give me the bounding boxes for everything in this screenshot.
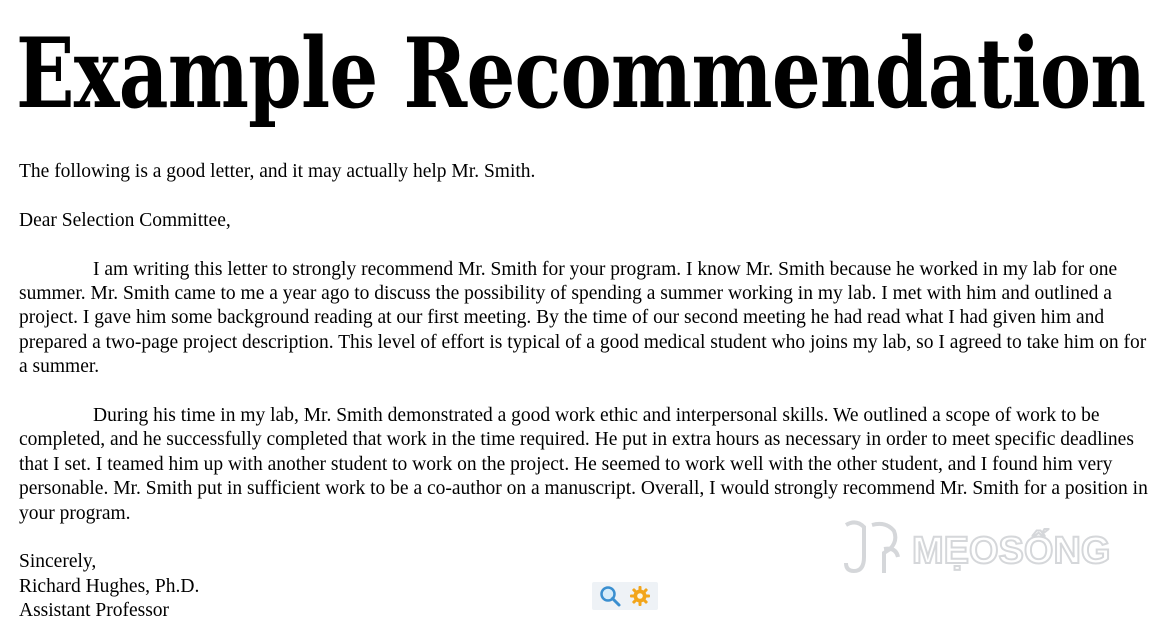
valediction: Sincerely, <box>19 551 97 573</box>
signer-position: Assistant Professor <box>19 600 170 622</box>
intro-text: The following is a good letter, and it may actually help Mr. Smith. <box>19 161 536 182</box>
watermark-logo <box>840 515 1111 579</box>
document-title: Example Recommendation <box>16 17 1146 130</box>
paragraph-1: I am writing this letter to strongly recommend Mr. Smith for your program. I know Mr. Smith because he worked in my lab for one summer. Mr. Smith came to me a year ago to discuss the possibility of spending a summer working in my lab. I met with him and outlined a project. I gave him some background reading at our first meeting. By the time of our second meeting he had read what I had given him and prepared a two-page project description. This level of effort is typical of a good medical student who joins my lab, so I agreed to take him on for a summer. <box>19 258 1147 378</box>
salutation: Dear Selection Committee, <box>19 209 231 231</box>
signer-name: Richard Hughes, Ph.D. <box>19 575 200 597</box>
zoom-icon[interactable] <box>598 584 622 608</box>
viewer-toolbar <box>592 582 658 610</box>
paragraph-2: During his time in my lab, Mr. Smith demonstrated a good work ethic and interpersonal skills. We outlined a scope of work to be completed, and he successfully completed that work in the time required. He put in extra hours as necessary in order to meet specific deadlines that I set. I teamed him up with another student to work on the project. He seemed to work well with the other student, and I found him very personable. Mr. Smith put in sufficient work to be a co-author on a manuscript. Overall, I would strongly recommend Mr. Smith for a position in your program. <box>19 405 1148 524</box>
watermark-text: MẸOSỐNG <box>912 530 1111 572</box>
gear-icon[interactable] <box>628 584 652 608</box>
